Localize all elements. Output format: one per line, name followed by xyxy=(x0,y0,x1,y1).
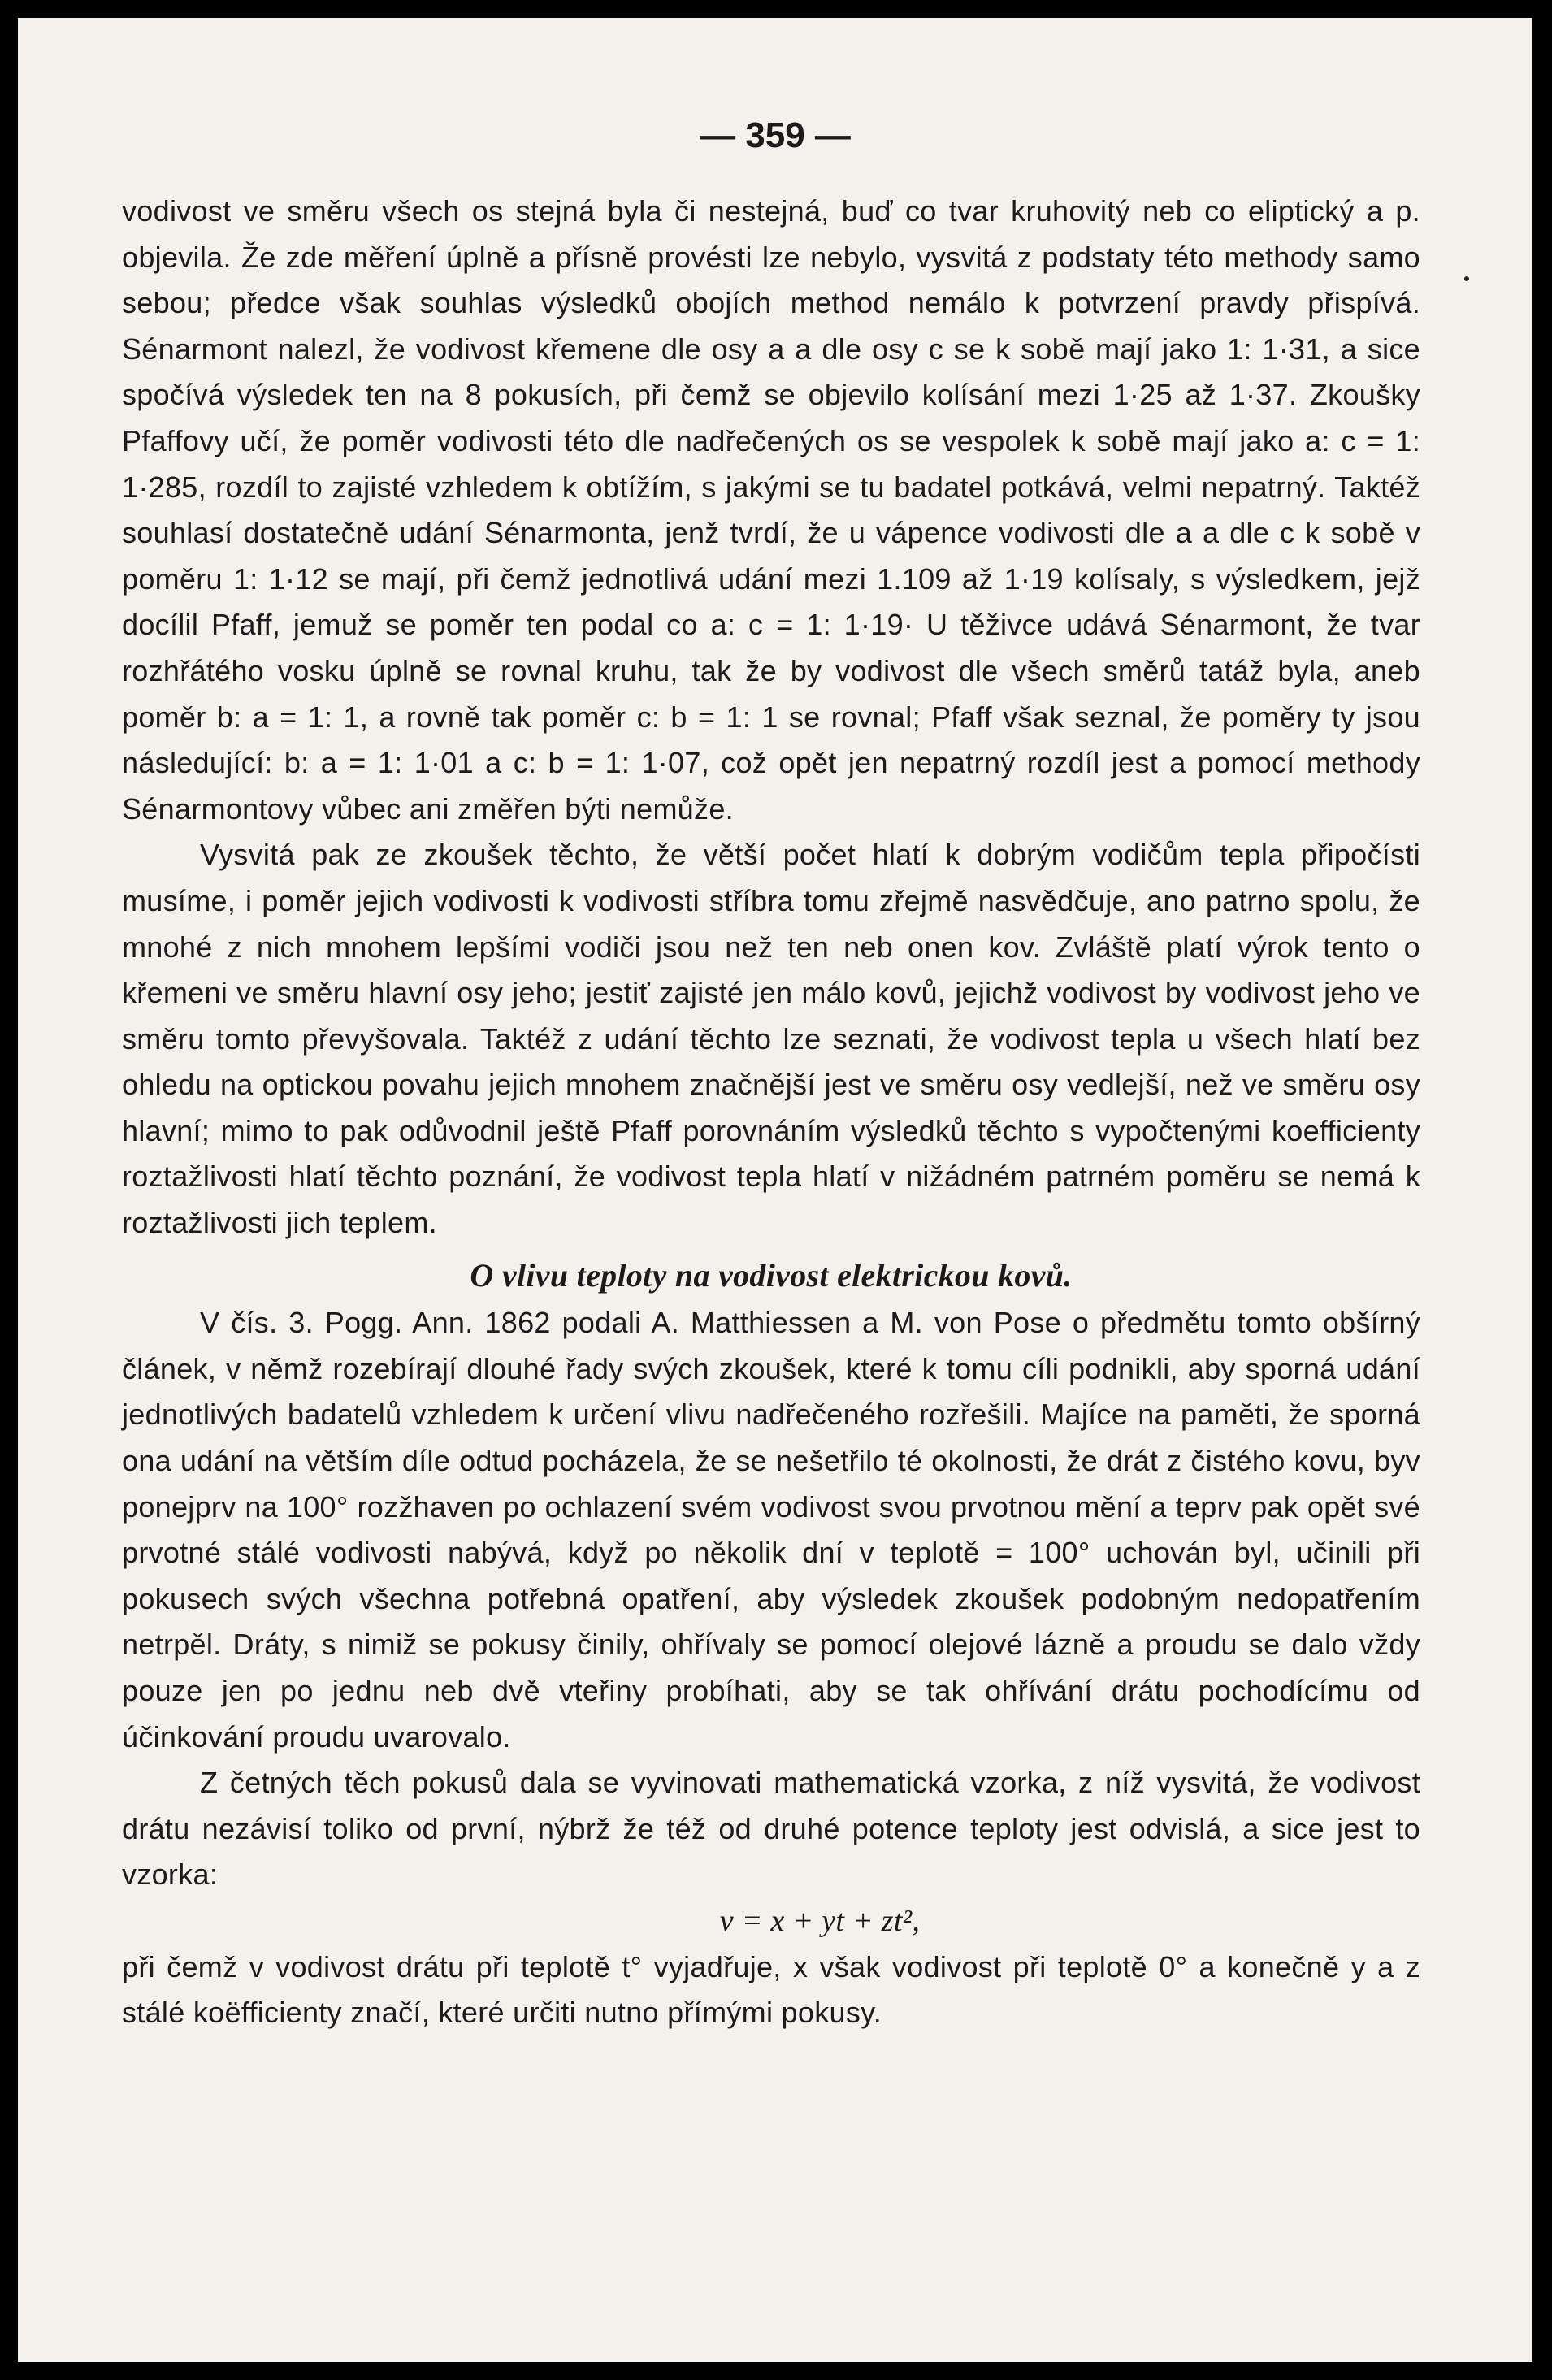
paragraph-3: V čís. 3. Pogg. Ann. 1862 podali A. Matthiessen a M. von Pose o předmětu tomto obšírný článek, v němž rozebírají dlouhé řady svých zkoušek, které k tomu cíli podnikli, aby sporná udání jednotlivých badatelů vzhledem k určení vlivu nadřečeného rozřešili. Majíce na paměti, že sporná ona udání na větším díle odtud pocházela, že se nešetřilo té okolnosti, že drát z čistého kovu, byv ponejprv na 100° rozžhaven po ochlazení svém vodivost svou prvotnou mění a teprv pak opět své prvotné stálé vodivosti nabývá, když po několik dní v teplotě = 100° uchován byl, učinili při pokusech svých všechna potřebná opatření, aby výsledek zkoušek podobným nedopatřením netrpěl. Dráty, s nimiž se pokusy činily, ohřívaly se pomocí olejové lázně a proudu se dalo vždy pouze jen po jednu neb dvě vteřiny probíhati, aby se tak ohřívání drátu pochodícímu od účinkování proudu uvarovalo. xyxy=(122,1306,1420,1754)
scanned-page xyxy=(18,18,1532,2362)
page-number: — 359 — xyxy=(700,115,851,155)
body-text xyxy=(122,189,1420,2036)
margin-dot xyxy=(1464,276,1469,281)
paragraph-5: při čemž v vodivost drátu při teplotě t° vyjadřuje, x však vodivost při teplotě 0° a konečně y a z stálé koëfficienty značí, které určiti nutno přímými pokusy. xyxy=(122,1949,1420,2030)
paragraph-4: Z četných těch pokusů dala se vyvinovati mathematická vzorka, z níž vysvitá, že vodivost drátu nezávisí toliko od první, nýbrž že též od druhé potence teploty jest odvislá, a sice jest to vzorka: xyxy=(122,1766,1420,1892)
paragraph-2: Vysvitá pak ze zkoušek těchto, že větší počet hlatí k dobrým vodičům tepla připočísti musíme, i poměr jejich vodivosti k vodivosti stříbra tomu zřejmě nasvědčuje, ano patrno spolu, že mnohé z nich mnohem lepšími vodiči jsou než ten neb onen kov. Zvláště platí výrok tento o křemeni ve směru hlavní osy jeho; jestiť zajisté jen málo kovů, jejichž vodivost by vodivost jeho ve směru tomto převyšovala. Taktéž z udání těchto lze seznati, že vodivost tepla u všech hlatí bez ohledu na optickou povahu jejich mnohem značnější jest ve směru osy vedlejší, než ve směru osy hlavní; mimo to pak odůvodnil ještě Pfaff porovnáním výsledků těchto s vypočtenými koefficienty roztažlivosti hlatí těchto poznání, že vodivost tepla hlatí v nižádném patrném poměru se nemá k roztažlivosti jich teplem. xyxy=(122,838,1420,1240)
paragraph-1: vodivost ve směru všech os stejná byla či nestejná, buď co tvar kruhovitý neb co eliptický a p. objevila. Že zde měření úplně a přísně provésti lze nebylo, vysvitá z podstaty této methody samo sebou; předce však souhlas výsledků obojích method nemálo k potvrzení pravdy přispívá. Sénarmont nalezl, že vodivost křemene dle osy a a dle osy c se k sobě mají jako 1: 1·31, a sice spočívá výsledek ten na 8 pokusích, při čemž se objevilo kolísání mezi 1·25 až 1·37. Zkoušky Pfaffovy učí, že poměr vodivosti této dle nadřečených os se vespolek k sobě mají jako a: c = 1: 1·285, rozdíl to zajisté vzhledem k obtížím, s jakými se tu badatel potkává, velmi nepatrný. Taktéž souhlasí dostatečně udání Sénarmonta, jenž tvrdí, že u vápence vodivosti dle a a dle c k sobě v poměru 1: 1·12 se mají, při čemž jednotlivá udání mezi 1.109 až 1·19 kolísaly, s výsledkem, jejž docílil Pfaff, jemuž se poměr ten podal co a: c = 1: 1·19· U těživce udává Sénarmont, že tvar rozhřátého vosku úplně se rovnal kruhu, tak že by vodivost dle všech směrů tatáž byla, aneb poměr b: a = 1: 1, a rovně tak poměr c: b = 1: 1 se rovnal; Pfaff však seznal, že poměry ty jsou následující: b: a = 1: 1·01 a c: b = 1: 1·07, což opět jen nepatrný rozdíl jest a pomocí methody Sénarmontovy vůbec ani změřen býti nemůže. xyxy=(122,194,1420,826)
formula: v = x + yt + zt², xyxy=(719,1903,921,1938)
section-heading: O vlivu teploty na vodivost elektrickou kovů. xyxy=(470,1256,1073,1294)
